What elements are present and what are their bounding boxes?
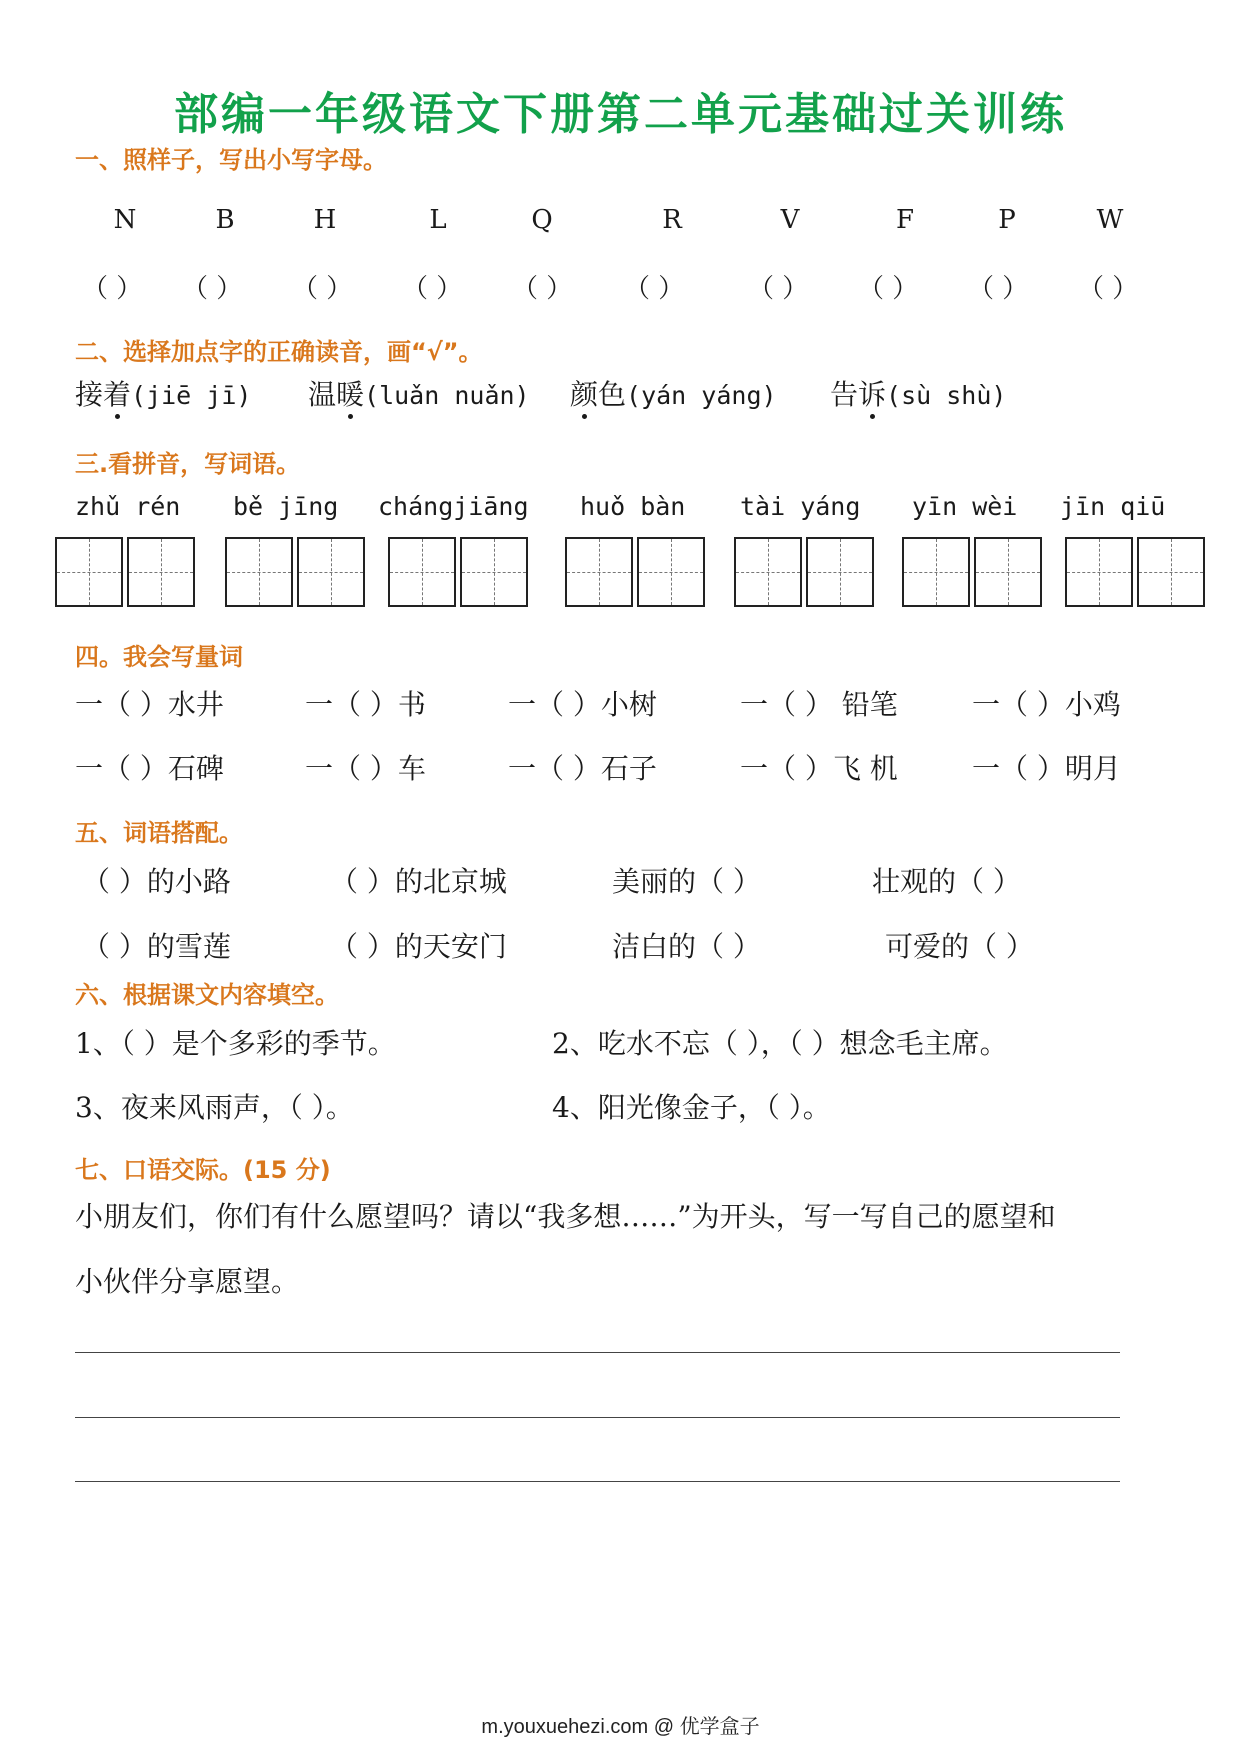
measure-word-item[interactable]: 一（ ）石碑: [75, 752, 224, 785]
section-1-heading: 一、照样子，写出小写字母。: [75, 146, 387, 174]
measure-word-item[interactable]: 一（ ）石子: [508, 752, 657, 785]
letter: N: [113, 205, 137, 235]
writing-cell[interactable]: [637, 537, 705, 607]
word-match-item[interactable]: （ ）的小路: [82, 865, 231, 898]
section-7-heading: 七、口语交际。(15 分): [75, 1156, 331, 1184]
measure-word-item[interactable]: 一（ ）明月: [972, 752, 1121, 785]
prompt-text: 小伙伴分享愿望。: [75, 1265, 300, 1298]
measure-word-item[interactable]: 一（ ）小鸡: [972, 688, 1121, 721]
writing-cell[interactable]: [460, 537, 528, 607]
answer-blank[interactable]: （ ）: [858, 274, 919, 304]
answer-blank[interactable]: （ ）: [748, 274, 809, 304]
section-2-heading: 二、选择加点字的正确读音，画“√”。: [75, 338, 483, 366]
pronunciation-item[interactable]: 温暖(luǎn nuǎn): [308, 378, 530, 411]
writing-cell[interactable]: [388, 537, 456, 607]
footer-watermark: m.youxuehezi.com @ 优学盒子: [481, 1716, 760, 1738]
fill-blank-item[interactable]: 1、（ ）是个多彩的季节。: [75, 1027, 396, 1060]
pinyin-options: (sù shù): [886, 381, 1007, 410]
answer-blank[interactable]: （ ）: [1078, 274, 1139, 304]
writing-line[interactable]: [75, 1352, 1120, 1353]
letter: B: [215, 205, 235, 235]
writing-cell[interactable]: [297, 537, 365, 607]
page-title: 部编一年级语文下册第二单元基础过关训练: [174, 89, 1067, 140]
writing-line[interactable]: [75, 1481, 1120, 1482]
pinyin-word: tài yáng: [740, 492, 861, 521]
pinyin-word: zhǔ rén: [75, 492, 181, 521]
pinyin-word: yīn wèi: [912, 492, 1018, 521]
measure-word-item[interactable]: 一（ ） 铅笔: [740, 688, 898, 721]
writing-cell[interactable]: [565, 537, 633, 607]
letter: R: [662, 205, 682, 235]
writing-cell[interactable]: [902, 537, 970, 607]
measure-word-item[interactable]: 一（ ）小树: [508, 688, 657, 721]
measure-word-item[interactable]: 一（ ）车: [305, 752, 426, 785]
dotted-char: 颜: [570, 378, 599, 411]
dotted-char: 暖: [336, 378, 365, 411]
fill-blank-item[interactable]: 4、阳光像金子，（ ）。: [552, 1091, 831, 1124]
writing-line[interactable]: [75, 1417, 1120, 1418]
letter: P: [998, 205, 1016, 235]
letter: F: [895, 205, 915, 235]
letter: L: [429, 205, 447, 235]
pinyin-word: chángjiāng: [378, 492, 529, 521]
writing-cell[interactable]: [974, 537, 1042, 607]
pinyin-word: jīn qiū: [1060, 492, 1166, 521]
answer-blank[interactable]: （ ）: [624, 274, 685, 304]
measure-word-item[interactable]: 一（ ）书: [305, 688, 426, 721]
pinyin-options: (luǎn nuǎn): [364, 381, 530, 410]
word-match-item[interactable]: 洁白的（ ）: [612, 930, 761, 963]
letter: V: [780, 205, 800, 235]
writing-cell[interactable]: [127, 537, 195, 607]
writing-cell[interactable]: [1065, 537, 1133, 607]
answer-blank[interactable]: （ ）: [82, 274, 143, 304]
pinyin-options: (jiē jī): [131, 381, 252, 410]
prompt-text: 小朋友们，你们有什么愿望吗？请以“我多想……”为开头，写一写自己的愿望和: [75, 1200, 1056, 1233]
section-6-heading: 六、根据课文内容填空。: [75, 981, 339, 1009]
pronunciation-item[interactable]: 接着(jiē jī): [75, 378, 252, 411]
answer-blank[interactable]: （ ）: [968, 274, 1029, 304]
pinyin-word: huǒ bàn: [580, 492, 686, 521]
word-match-item[interactable]: （ ）的雪莲: [82, 930, 231, 963]
answer-blank[interactable]: （ ）: [182, 274, 243, 304]
fill-blank-item[interactable]: 2、吃水不忘（ ），（ ）想念毛主席。: [552, 1027, 1008, 1060]
answer-blank[interactable]: （ ）: [402, 274, 463, 304]
answer-blank[interactable]: （ ）: [512, 274, 573, 304]
section-3-heading: 三.看拼音，写词语。: [75, 450, 301, 478]
pronunciation-item[interactable]: 颜色(yán yáng): [570, 378, 777, 411]
writing-cell[interactable]: [225, 537, 293, 607]
answer-blank[interactable]: （ ）: [292, 274, 353, 304]
pronunciation-item[interactable]: 告诉(sù shù): [830, 378, 1007, 411]
writing-cell[interactable]: [806, 537, 874, 607]
letter: H: [313, 205, 337, 235]
word-match-item[interactable]: （ ）的天安门: [330, 930, 507, 963]
word-match-item[interactable]: 壮观的（ ）: [872, 865, 1021, 898]
pinyin-options: (yán yáng): [626, 381, 777, 410]
writing-cell[interactable]: [1137, 537, 1205, 607]
measure-word-item[interactable]: 一（ ）水井: [75, 688, 224, 721]
letter: Q: [531, 205, 553, 235]
dotted-char: 着: [103, 378, 132, 411]
pinyin-word: bě jīng: [233, 492, 339, 521]
dotted-char: 诉: [858, 378, 887, 411]
word-match-item[interactable]: 美丽的（ ）: [612, 865, 761, 898]
letter: W: [1096, 205, 1124, 235]
section-5-heading: 五、词语搭配。: [75, 819, 243, 847]
section-4-heading: 四。我会写量词: [75, 643, 243, 671]
word-match-item[interactable]: （ ）的北京城: [330, 865, 507, 898]
writing-cell[interactable]: [55, 537, 123, 607]
word-match-item[interactable]: 可爱的（ ）: [885, 930, 1034, 963]
fill-blank-item[interactable]: 3、夜来风雨声，（ ）。: [75, 1091, 354, 1124]
measure-word-item[interactable]: 一（ ）飞 机: [740, 752, 898, 785]
writing-cell[interactable]: [734, 537, 802, 607]
